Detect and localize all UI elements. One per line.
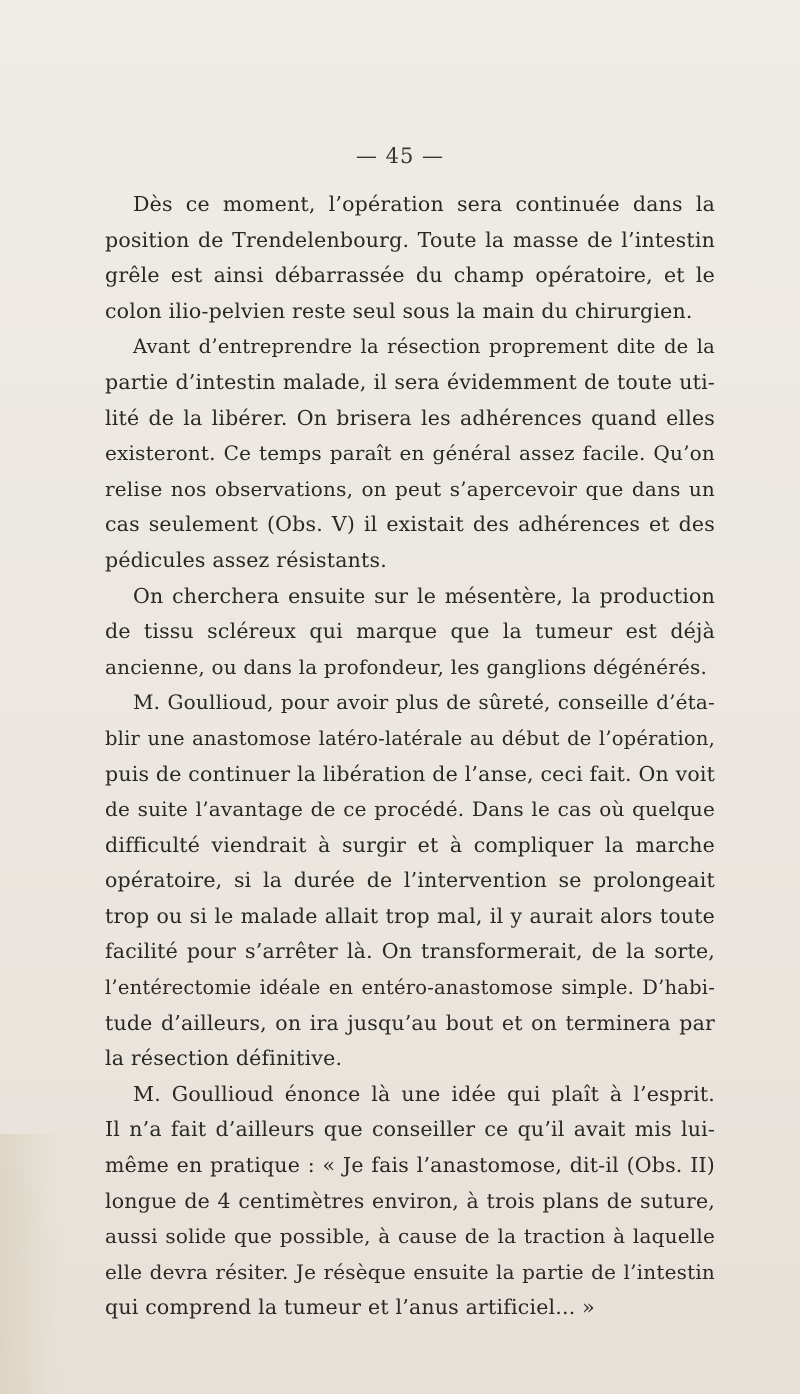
- text-line: colon ilio-pelvien reste seul sous la main du chirurgien.: [105, 298, 693, 323]
- text-line: Il n’a fait d’ailleurs que conseiller ce qu’il avait mis lui-: [105, 1117, 715, 1142]
- text-line: blir une anastomose latéro-latérale au début de l’opération,: [105, 726, 715, 750]
- text-line: grêle est ainsi débarrassée du champ opératoire, et le: [105, 263, 715, 288]
- text-line: partie d’intestin malade, il sera évidemment de toute uti-: [105, 369, 715, 394]
- page-stain: [0, 1134, 60, 1394]
- text-line: ancienne, ou dans la profondeur, les ganglions dégénérés.: [105, 654, 708, 679]
- text-line: cas seulement (Obs. V) il existait des adhérences et des: [105, 512, 715, 537]
- text-line: relise nos observations, on peut s’apercevoir que dans un: [105, 476, 715, 501]
- text-line: de tissu scléreux qui marque que la tumeur est déjà: [105, 619, 715, 644]
- text-line: la résection définitive.: [105, 1046, 343, 1071]
- text-line: longue de 4 centimètres environ, à trois plans de suture,: [105, 1188, 715, 1213]
- text-line: elle devra résiter. Je résèque ensuite la partie de l’intestin: [105, 1259, 715, 1284]
- text-line: On cherchera ensuite sur le mésentère, la production: [133, 583, 715, 608]
- text-line: M. Goullioud, pour avoir plus de sûreté, conseille d’éta-: [133, 690, 715, 715]
- text-line: Dès ce moment, l’opération sera continuée dans la: [133, 192, 715, 216]
- text-line: facilité pour s’arrêter là. On transformerait, de la sorte,: [105, 939, 715, 964]
- text-line: position de Trendelenbourg. Toute la masse de l’intestin: [105, 227, 715, 252]
- text-line: qui comprend la tumeur et l’anus artificiel... »: [105, 1295, 595, 1320]
- text-line: M. Goullioud énonce là une idée qui plaît à l’esprit.: [133, 1081, 715, 1106]
- page-number: — 45 —: [355, 144, 445, 168]
- text-line: Avant d’entreprendre la résection proprement dite de la: [133, 335, 715, 359]
- text-line: de suite l’avantage de ce procédé. Dans le cas où quelque: [105, 797, 715, 822]
- text-line: même en pratique : « Je fais l’anastomose, dit-il (Obs. II): [105, 1153, 715, 1178]
- text-line: l’entérectomie idéale en entéro-anastomose simple. D’habi-: [105, 976, 715, 1000]
- text-line: trop ou si le malade allait trop mal, il y aurait alors toute: [105, 903, 715, 928]
- text-line: lité de la libérer. On brisera les adhérences quand elles: [105, 405, 715, 430]
- text-line: opératoire, si la durée de l’intervention se prolongeait: [105, 868, 715, 893]
- text-line: tude d’ailleurs, on ira jusqu’au bout et on terminera par: [105, 1010, 715, 1035]
- text-line: pédicules assez résistants.: [105, 547, 387, 572]
- text-line: existeront. Ce temps paraît en général assez facile. Qu’on: [105, 441, 715, 466]
- text-line: aussi solide que possible, à cause de la traction à laquelle: [105, 1224, 715, 1249]
- body-text: [105, 187, 715, 1326]
- text-line: puis de continuer la libération de l’anse, ceci fait. On voit: [105, 761, 716, 786]
- text-line: difficulté viendrait à surgir et à compliquer la marche: [105, 832, 715, 857]
